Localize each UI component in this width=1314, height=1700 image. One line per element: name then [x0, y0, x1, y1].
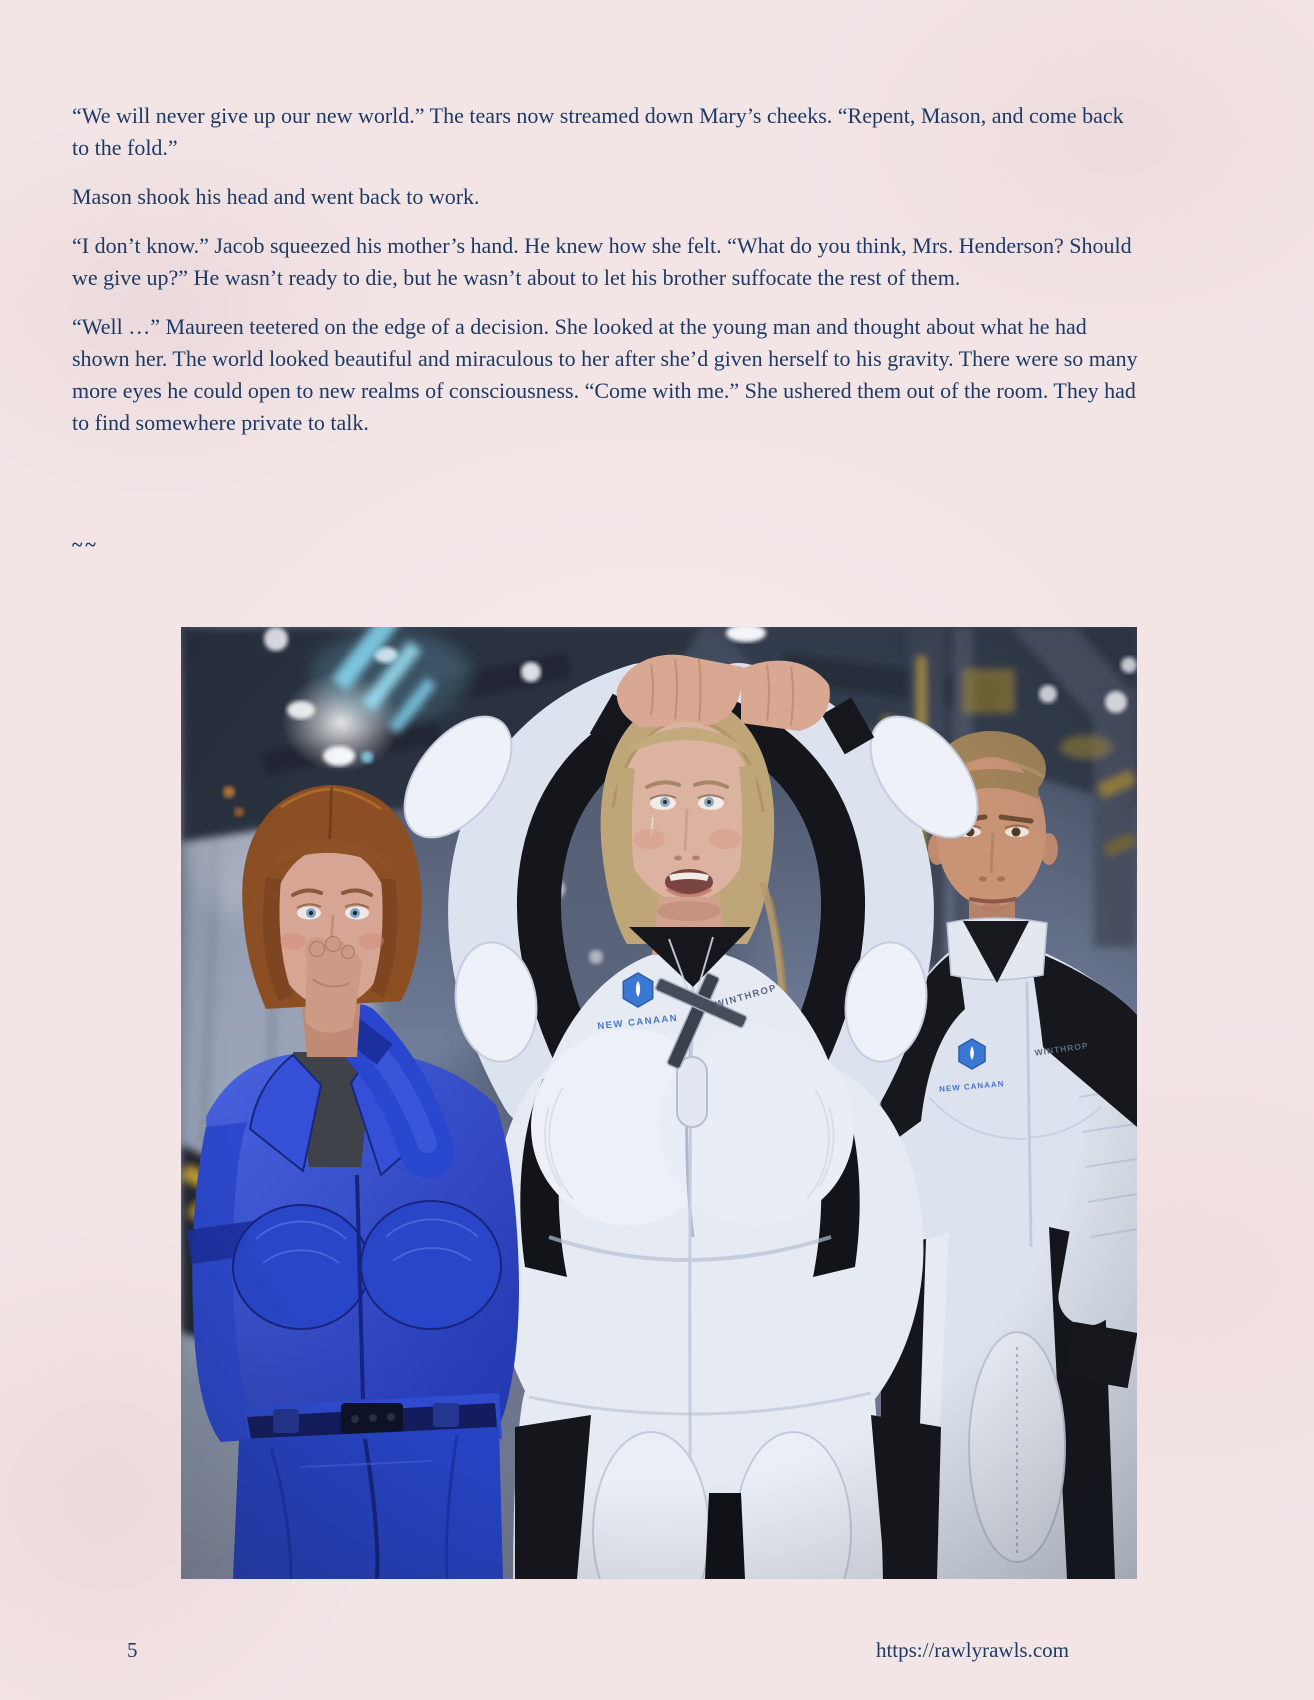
illustration-canvas: [181, 627, 1137, 1579]
vignette-overlay: [181, 627, 1137, 1579]
page-number: 5: [127, 1638, 138, 1662]
story-paragraph-3: “I don’t know.” Jacob squeezed his mother’s hand. He knew how she felt. “What do you think, Mrs. Henderson? Should we give up?” He wasn’t ready to die, but he wasn’t about to let his brother suffocate the rest of them.: [72, 233, 1132, 290]
story-illustration: [181, 627, 1137, 1579]
story-paragraph-2: Mason shook his head and went back to work.: [72, 184, 480, 209]
story-paragraph-4: “Well …” Maureen teetered on the edge of a decision. She looked at the young man and thought about what he had shown her. The world looked beautiful and miraculous to her after she’d given herself to his gravity. There were so many more eyes he could open to new realms of consciousness. “Come with me.” She ushered them out of the room. They had to find somewhere private to talk.: [72, 314, 1138, 435]
story-text: [72, 100, 1142, 561]
site-url-link[interactable]: https://rawlyrawls.com: [875, 1638, 1069, 1662]
story-paragraph-1: “We will never give up our new world.” The tears now streamed down Mary’s cheeks. “Repent, Mason, and come back to the fold.”: [72, 103, 1124, 160]
page-footer: [127, 1638, 1069, 1663]
scene-break-divider: ~~: [72, 534, 99, 556]
